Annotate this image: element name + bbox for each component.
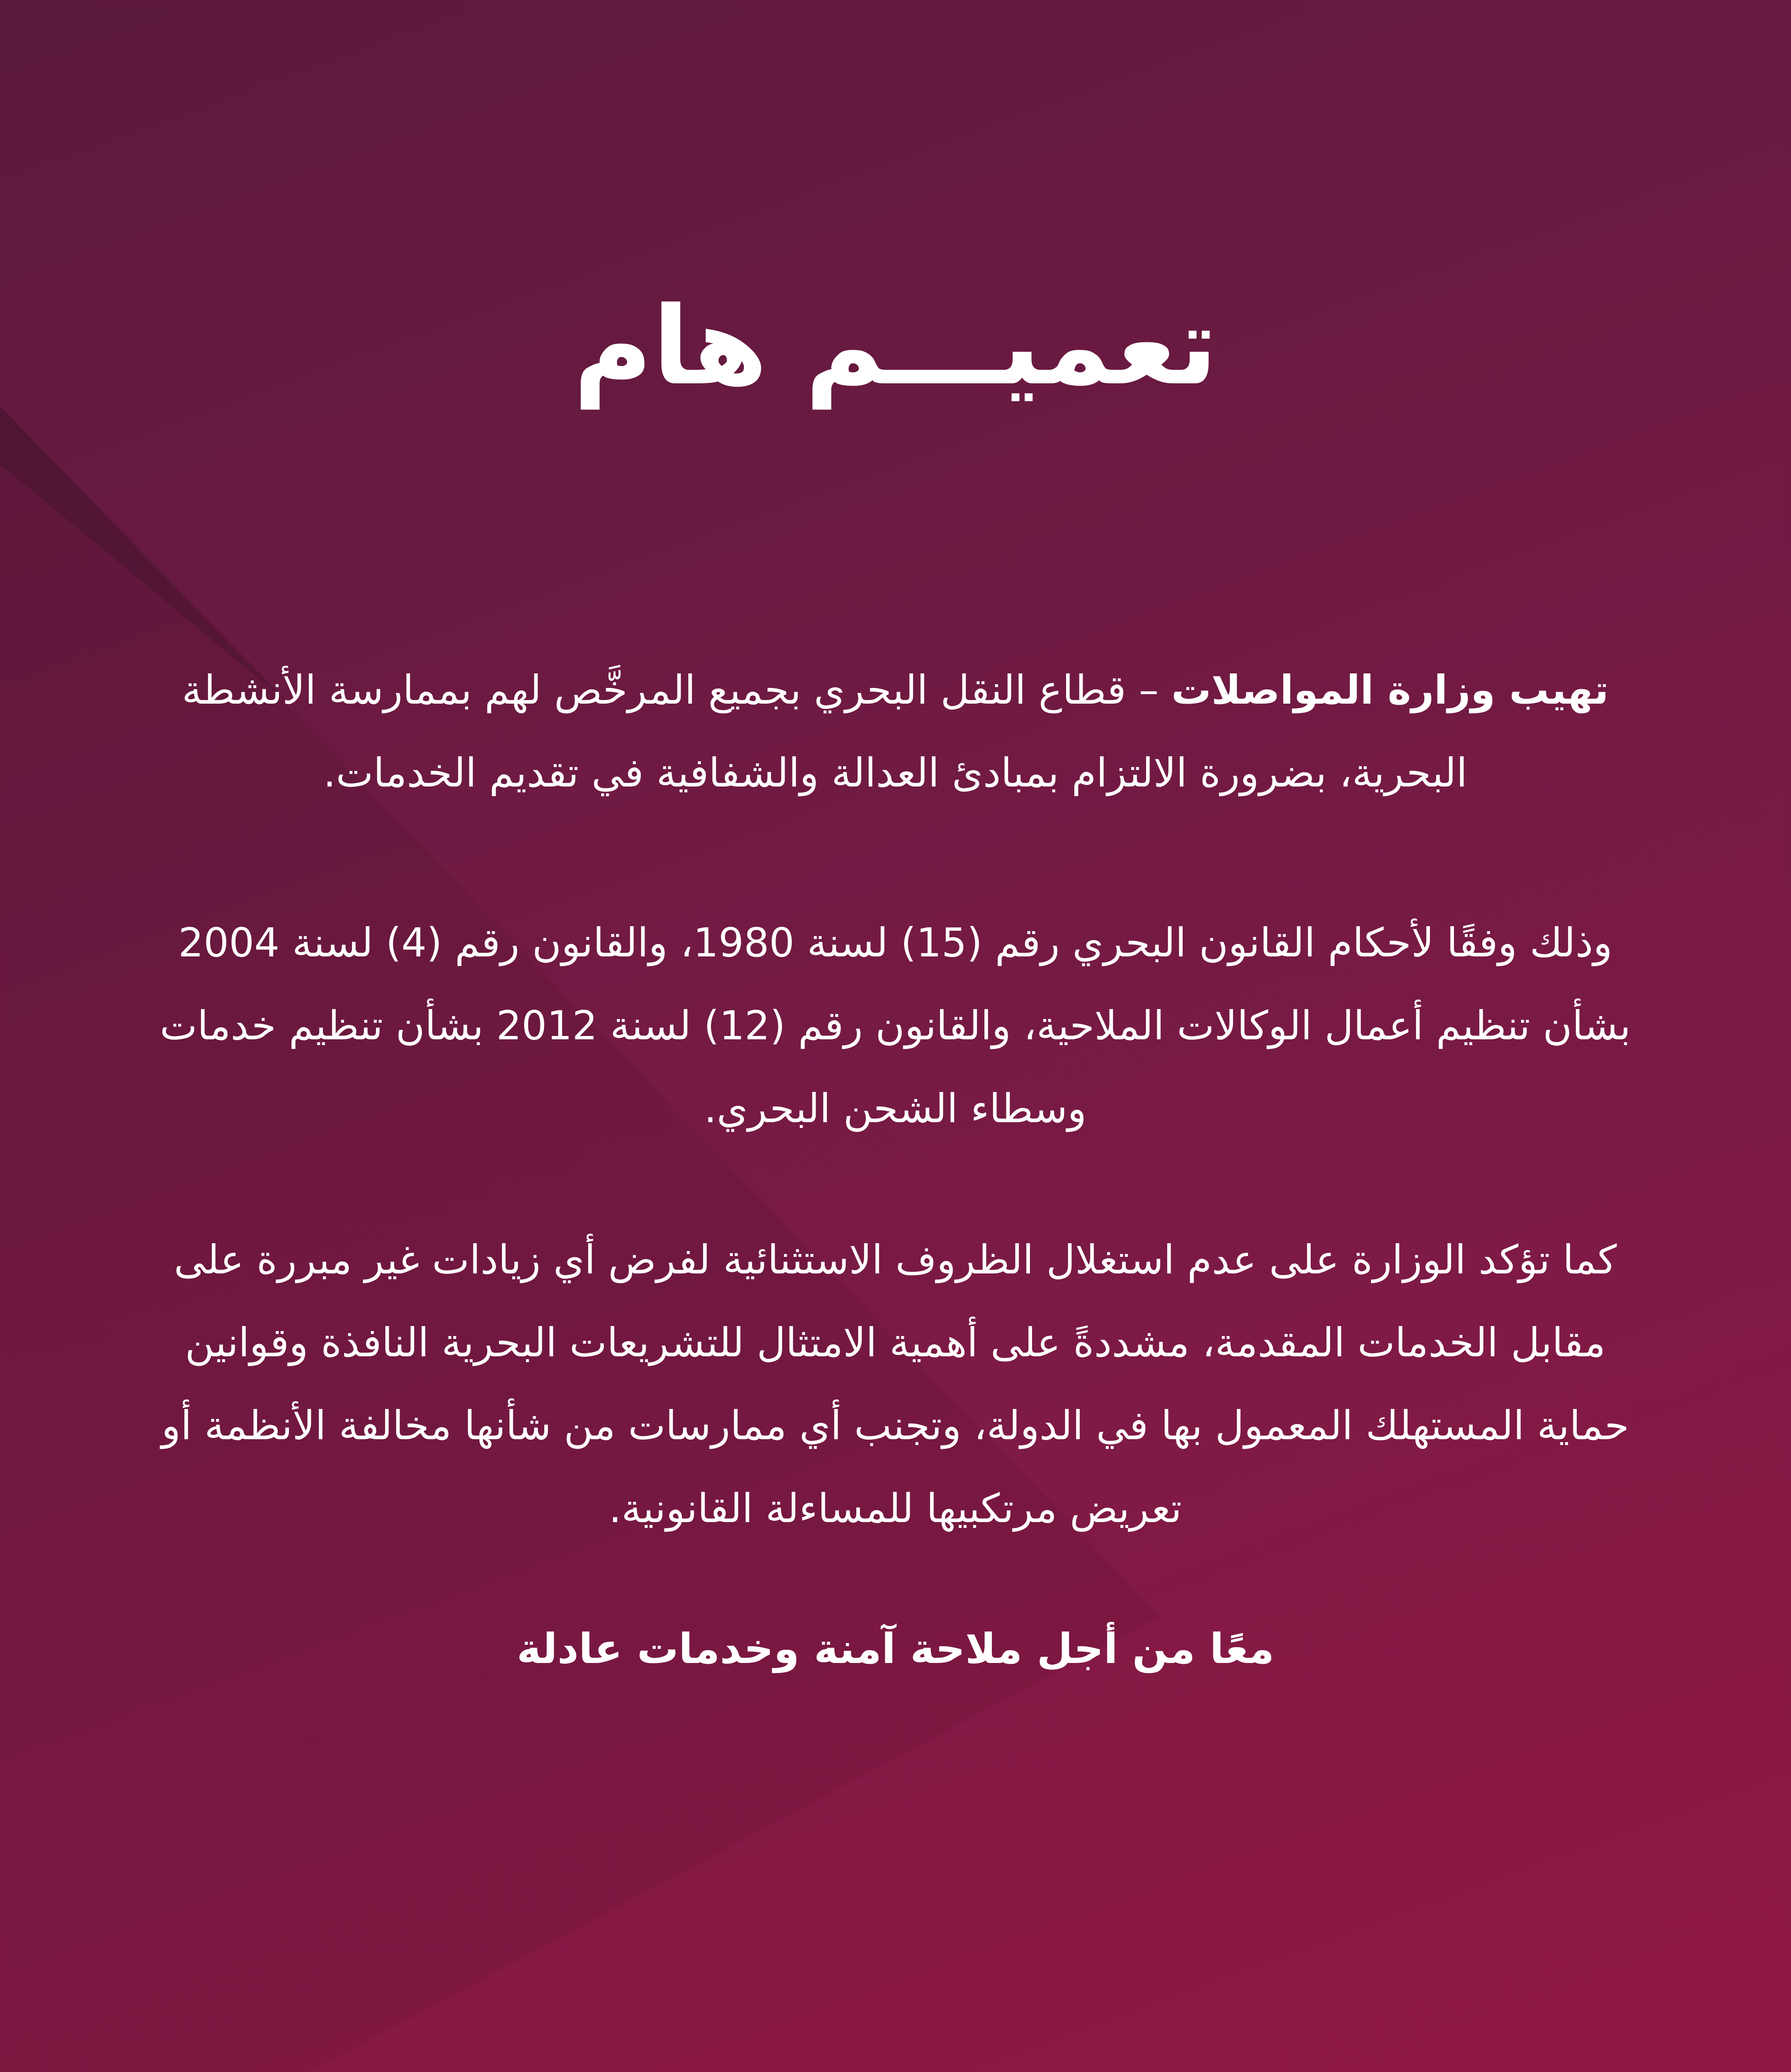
notice-paragraph-2: وذلك وفقًا لأحكام القانون البحري رقم (15) لسنة 1980، والقانون رقم (4) لسنة 2004 بشأن تنظيم أعمال الوكالات الملاحية، والقانون رقم (12) لسنة 2012 بشأن تنظيم خدمات وسطاء الشحن البحري.: [160, 920, 1631, 1132]
notice-paragraph-3: كما تؤكد الوزارة على عدم استغلال الظروف الاستثنائية لفرض أي زيادات غير مبررة على مقابل الخدمات المقدمة، مشددةً على أهمية الامتثال للتشريعات البحرية النافذة وقوانين حماية المستهلك المعمول بها في الدولة، وتجنب أي ممارسات من شأنها مخالفة الأنظمة أو تعريض مرتكبيها للمساءلة القانونية.: [161, 1237, 1629, 1532]
paragraph-1-lead: تهيب وزارة المواصلات: [1171, 667, 1609, 713]
notice-paragraph-1: [149, 649, 1641, 814]
notice-title: تعميـــم هام: [573, 284, 1218, 409]
notice-slogan: معًا من أجل ملاحة آمنة وخدمات عادلة: [516, 1624, 1275, 1673]
paragraph-1-rest: – قطاع النقل البحري بجميع المرخَّص لهم بممارسة الأنشطة البحرية، بضرورة الالتزام بمبادئ العدالة والشفافية في تقديم الخدمات.: [182, 667, 1468, 796]
